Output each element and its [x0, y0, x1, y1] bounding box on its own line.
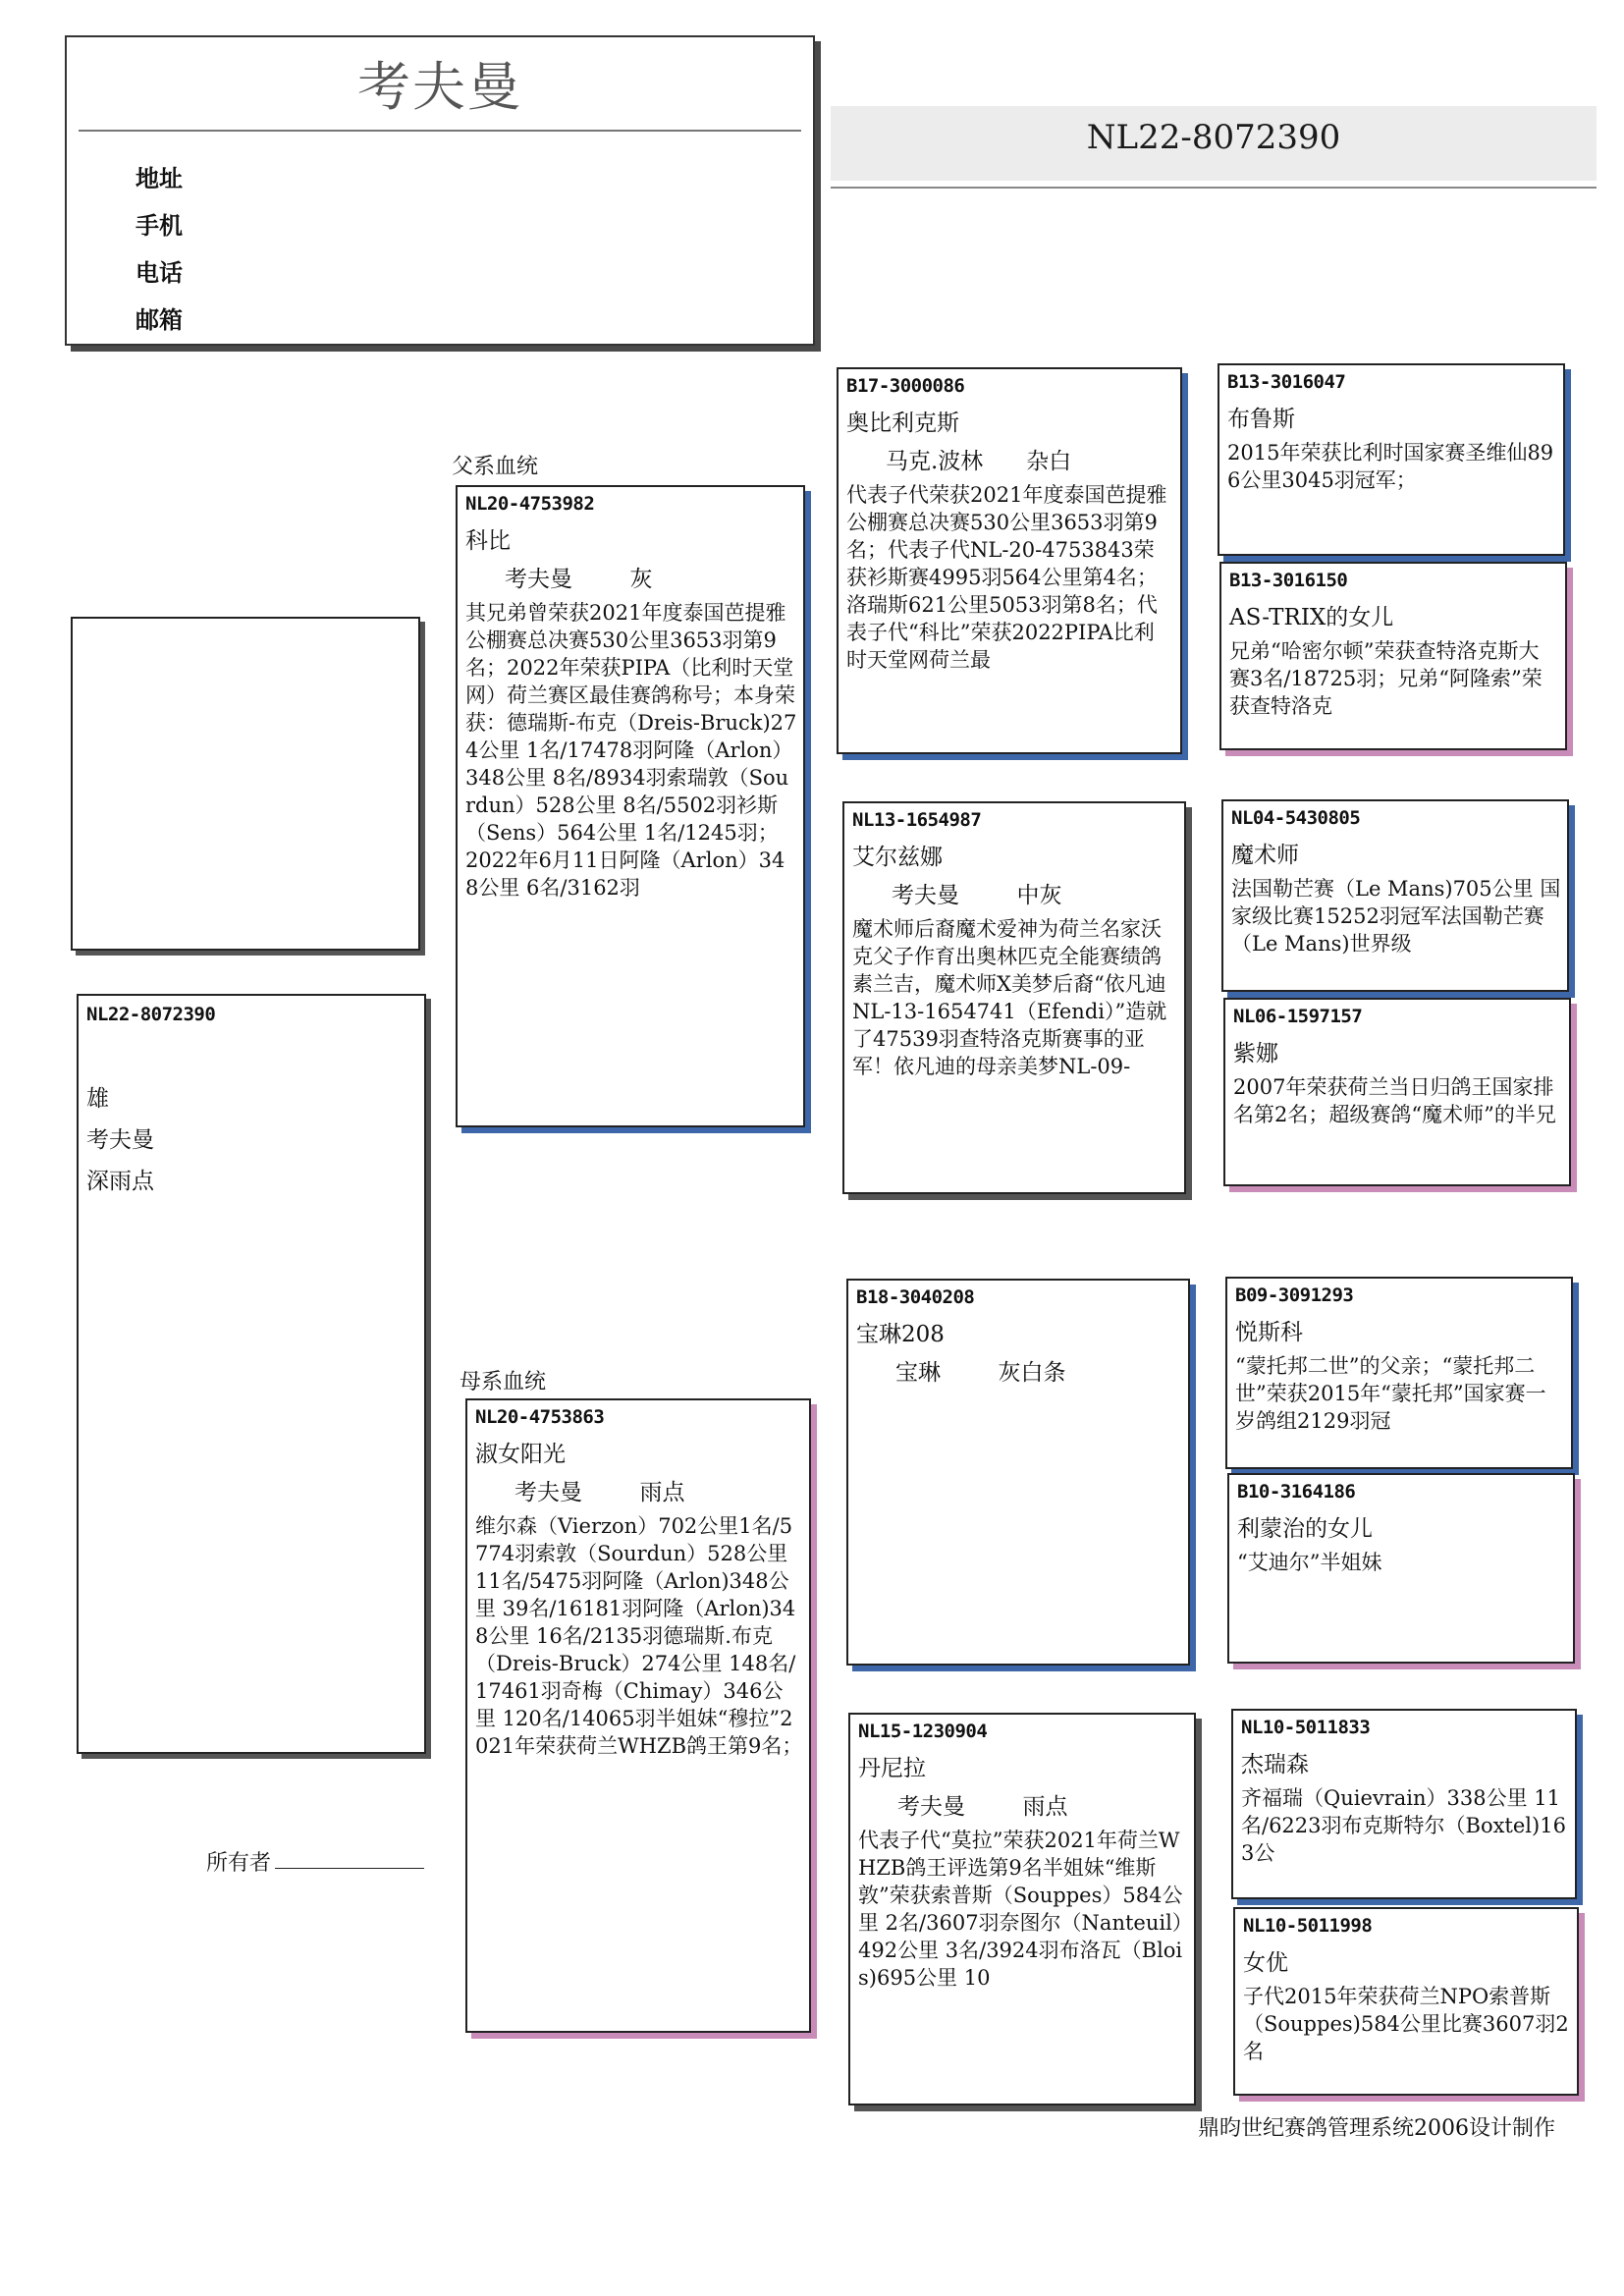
ggp3-record: 法国勒芒赛（Le Mans)705公里 国家级比赛15252羽冠军法国勒芒赛（Le Mans)世界级 [1231, 877, 1561, 956]
ggp5-ring: B09-3091293 [1235, 1285, 1354, 1306]
breeder-header-box [65, 35, 815, 346]
great-grandparent-box-2 [1219, 562, 1567, 750]
great-grandparent-box-1 [1218, 363, 1565, 556]
ggp8-record: 子代2015年荣获荷兰NPO索普斯（Souppes)584公里比赛3607羽2名 [1243, 1985, 1569, 2063]
granddam-maternal-record: 代表子代“莫拉”荣获2021年荷兰WHZB鸽王评选第9名半姐妹“维斯敦”荣获索普斯（Souppes）584公里 2名/3607羽奈图尔（Nanteuil）492公里 3名/3924羽布洛瓦（Blois)695公里 10 [858, 1829, 1183, 1990]
breeder-name-title: 考夫曼 [357, 56, 522, 118]
email-label: 邮箱 [135, 306, 183, 334]
great-grandparent-box-8 [1233, 1907, 1579, 2096]
ggp1-ring: B13-3016047 [1227, 371, 1346, 393]
ggp2-name: AS-TRIX的女儿 [1229, 605, 1394, 630]
sire-breeder-color: 考夫曼 灰 [505, 567, 653, 592]
great-grandparent-box-4 [1223, 998, 1571, 1186]
pigeon-photo-frame [71, 617, 420, 951]
dam-record: 维尔森（Vierzon）702公里1名/5774羽索敦（Sourdun）528公里 11名/5475羽阿隆（Arlon)348公里 39名/16181羽阿隆（Arlon)348公里 16名/2135羽德瑞斯.布克（Dreis-Bruck）274公里 148名/17461羽奇梅（Chimay）346公里 120名/14065羽半姐妹“穆拉”2021年荣获荷兰WHZB鸽王第9名； [475, 1514, 803, 1758]
sire-name: 科比 [465, 528, 511, 554]
subject-ring-number: NL22-8072390 [86, 1004, 216, 1025]
ggp7-ring: NL10-5011833 [1241, 1717, 1371, 1738]
grandsire-paternal-record: 代表子代荣获2021年度泰国芭提雅公棚赛总决赛530公里3653羽第9名；代表子代NL-20-4753843荣获衫斯赛4995羽564公里第4名；洛瑞斯621公里5053羽第8名；代表子代“科比”荣获2022PIPA比利时天堂网荷兰最 [846, 483, 1167, 672]
dam-box [465, 1398, 811, 2033]
software-credit-footer: 鼎昀世纪赛鸽管理系统2006设计制作 [1198, 2116, 1555, 2141]
granddam-paternal-breeder-color: 考夫曼 中灰 [892, 883, 1062, 908]
ggp8-name: 女优 [1243, 1950, 1288, 1976]
ggp5-name: 悦斯科 [1235, 1320, 1303, 1345]
subject-breeder: 考夫曼 [86, 1127, 154, 1153]
granddam-maternal-name: 丹尼拉 [858, 1756, 926, 1781]
ring-number-banner [831, 106, 1597, 181]
grandsire-paternal-ring: B17-3000086 [846, 375, 965, 397]
granddam-paternal-ring: NL13-1654987 [852, 809, 982, 831]
subject-pigeon-box [77, 994, 426, 1754]
granddam-maternal-breeder-color: 考夫曼 雨点 [897, 1794, 1068, 1820]
grandsire-paternal-box [837, 367, 1182, 754]
sire-box [456, 485, 805, 1127]
great-grandparent-box-3 [1221, 799, 1569, 992]
owner-signature-line [275, 1868, 424, 1869]
ggp4-record: 2007年荣获荷兰当日归鸽王国家排名第2名；超级赛鸽“魔术师”的半兄 [1233, 1075, 1556, 1126]
ggp6-record: “艾迪尔”半姐妹 [1237, 1551, 1382, 1574]
ggp2-ring: B13-3016150 [1229, 570, 1348, 591]
granddam-paternal-name: 艾尔兹娜 [852, 845, 943, 870]
ggp4-ring: NL06-1597157 [1233, 1006, 1363, 1027]
ggp8-ring: NL10-5011998 [1243, 1915, 1373, 1937]
ggp2-record: 兄弟“哈密尔顿”荣获查特洛克斯大赛3名/18725羽；兄弟“阿隆索”荣获查特洛克 [1229, 639, 1543, 718]
granddam-paternal-box [842, 801, 1186, 1194]
subject-sex: 雄 [86, 1086, 109, 1112]
sire-line-label: 父系血统 [452, 455, 539, 479]
grandsire-paternal-breeder-color: 马克.波林 杂白 [886, 449, 1072, 474]
address-label: 地址 [135, 165, 183, 192]
subject-color: 深雨点 [86, 1169, 154, 1194]
dam-line-label: 母系血统 [460, 1370, 547, 1394]
banner-divider [831, 187, 1597, 189]
ggp6-name: 利蒙治的女儿 [1237, 1516, 1373, 1542]
ggp7-name: 杰瑞森 [1241, 1752, 1309, 1777]
phone-label: 电话 [135, 259, 183, 287]
ggp7-record: 齐福瑞（Quievrain）338公里 11名/6223羽布克斯特尔（Boxtel)163公 [1241, 1786, 1566, 1865]
ggp4-name: 紫娜 [1233, 1041, 1278, 1066]
header-divider [79, 130, 801, 132]
ring-number: NL22-8072390 [1086, 118, 1341, 157]
ggp5-record: “蒙托邦二世”的父亲；“蒙托邦二世”荣获2015年“蒙托邦”国家赛一岁鸽组2129羽冠 [1235, 1354, 1546, 1433]
sire-record: 其兄弟曾荣获2021年度泰国芭提雅公棚赛总决赛530公里3653羽第9名；2022年荣获PIPA（比利时天堂网）荷兰赛区最佳赛鸽称号；本身荣获：德瑞斯-布克（Dreis-Bruck)274公里 1名/17478羽阿隆（Arlon）348公里 8名/8934羽索瑞敦（Sourdun）528公里 8名/5502羽衫斯（Sens）564公里 1名/1245羽； 2022年6月11日阿隆（Arlon）348公里 6名/3162羽 [465, 601, 797, 900]
ggp3-name: 魔术师 [1231, 843, 1299, 868]
ggp1-record: 2015年荣获比利时国家赛圣维仙896公里3045羽冠军； [1227, 441, 1554, 492]
granddam-maternal-ring: NL15-1230904 [858, 1721, 988, 1742]
sire-ring-number: NL20-4753982 [465, 493, 595, 515]
grandsire-maternal-box [846, 1279, 1190, 1666]
ggp3-ring: NL04-5430805 [1231, 807, 1361, 829]
granddam-paternal-record: 魔术师后裔魔术爱神为荷兰名家沃克父子作育出奥林匹克全能赛绩鸽素兰吉，魔术师X美梦后裔“依凡迪NL-13-1654741（Efendi）”造就了47539羽查特洛克斯赛事的亚军！依凡迪的母亲美梦NL-09- [852, 917, 1167, 1078]
granddam-maternal-box [848, 1713, 1196, 2105]
owner-label: 所有者 [206, 1851, 272, 1876]
grandsire-maternal-ring: B18-3040208 [856, 1286, 975, 1308]
dam-breeder-color: 考夫曼 雨点 [514, 1480, 685, 1505]
grandsire-maternal-breeder-color: 宝琳 灰白条 [895, 1360, 1066, 1386]
great-grandparent-box-6 [1227, 1473, 1575, 1664]
grandsire-maternal-name: 宝琳208 [856, 1322, 945, 1347]
dam-ring-number: NL20-4753863 [475, 1406, 605, 1428]
great-grandparent-box-5 [1225, 1277, 1573, 1469]
ggp1-name: 布鲁斯 [1227, 407, 1295, 432]
dam-name: 淑女阳光 [475, 1442, 566, 1467]
ggp6-ring: B10-3164186 [1237, 1481, 1356, 1503]
mobile-label: 手机 [135, 212, 183, 240]
grandsire-paternal-name: 奥比利克斯 [846, 410, 959, 436]
great-grandparent-box-7 [1231, 1709, 1577, 1899]
